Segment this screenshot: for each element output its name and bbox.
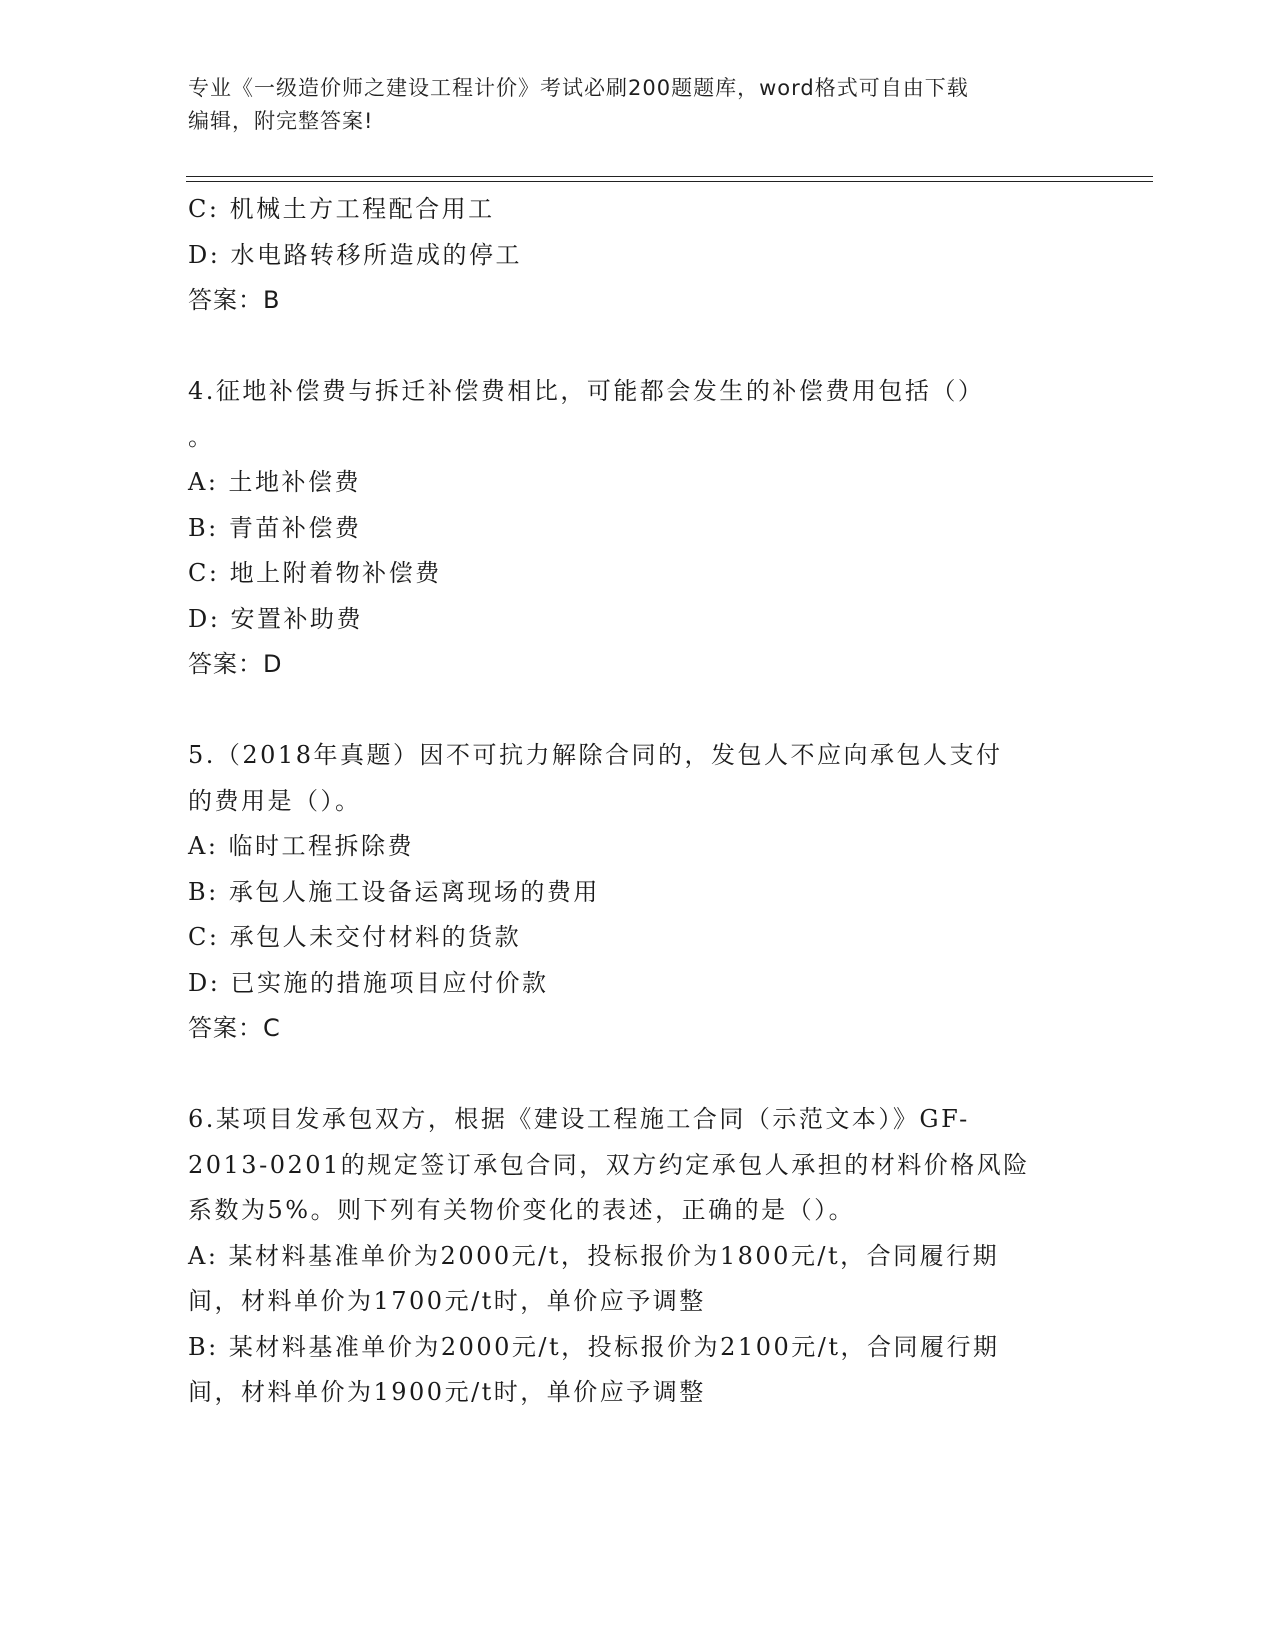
- q3-option-c: C: 机械土方工程配合用工: [188, 195, 495, 223]
- q6-stem-line-3: 系数为5%。则下列有关物价变化的表述，正确的是（）。: [188, 1196, 856, 1224]
- q6-option-a-line-2: 间，材料单价为1700元/t时，单价应予调整: [188, 1287, 706, 1315]
- q4-option-c: C: 地上附着物补偿费: [188, 559, 442, 587]
- q5-option-a: A: 临时工程拆除费: [188, 832, 415, 860]
- q5-stem-line-2: 的费用是（）。: [188, 786, 362, 815]
- question-6: [188, 1097, 1088, 1416]
- header-rule-top: [186, 176, 1153, 177]
- document-header: [188, 72, 1068, 138]
- header-rule-bottom: [186, 181, 1153, 182]
- q3-answer: 答案：B: [188, 286, 281, 314]
- q6-option-b-line-2: 间，材料单价为1900元/t时，单价应予调整: [188, 1378, 706, 1406]
- q4-option-b: B: 青苗补偿费: [188, 513, 362, 542]
- spacer: [188, 1052, 1088, 1098]
- question-4: [188, 369, 1088, 688]
- spacer: [188, 324, 1088, 370]
- question-list: [188, 187, 1088, 1416]
- q6-option-a-line-1: A: 某材料基准单价为2000元/t，投标报价为1800元/t，合同履行期: [188, 1241, 1000, 1270]
- q5-option-b: B: 承包人施工设备运离现场的费用: [188, 877, 600, 906]
- q4-answer: 答案：D: [188, 650, 283, 678]
- spacer: [188, 688, 1088, 734]
- q4-option-a: A: 土地补偿费: [188, 468, 362, 496]
- q5-option-c: C: 承包人未交付材料的货款: [188, 923, 522, 951]
- question-3-tail: [188, 187, 1088, 324]
- q6-stem-line-1: 6.某项目发承包双方，根据《建设工程施工合同（示范文本）》GF-: [188, 1105, 970, 1133]
- q5-option-d: D: 已实施的措施项目应付价款: [188, 968, 549, 997]
- header-line-2: 编辑，附完整答案!: [188, 109, 374, 133]
- q6-option-b-line-1: B: 某材料基准单价为2000元/t，投标报价为2100元/t，合同履行期: [188, 1332, 1000, 1361]
- q6-stem-line-2: 2013-0201的规定签订承包合同，双方约定承包人承担的材料价格风险: [188, 1150, 1030, 1179]
- q4-stem-line-1: 4.征地补偿费与拆迁补偿费相比，可能都会发生的补偿费用包括（）: [188, 377, 985, 405]
- q4-stem-line-2: 。: [188, 422, 215, 451]
- q4-option-d: D: 安置补助费: [188, 604, 363, 633]
- q5-stem-line-1: 5.（2018年真题）因不可抗力解除合同的，发包人不应向承包人支付: [188, 741, 1003, 769]
- header-line-1: 专业《一级造价师之建设工程计价》考试必刷200题题库，word格式可自由下载: [188, 76, 969, 100]
- q5-answer: 答案：C: [188, 1014, 281, 1042]
- q3-option-d: D: 水电路转移所造成的停工: [188, 240, 522, 269]
- question-5: [188, 733, 1088, 1052]
